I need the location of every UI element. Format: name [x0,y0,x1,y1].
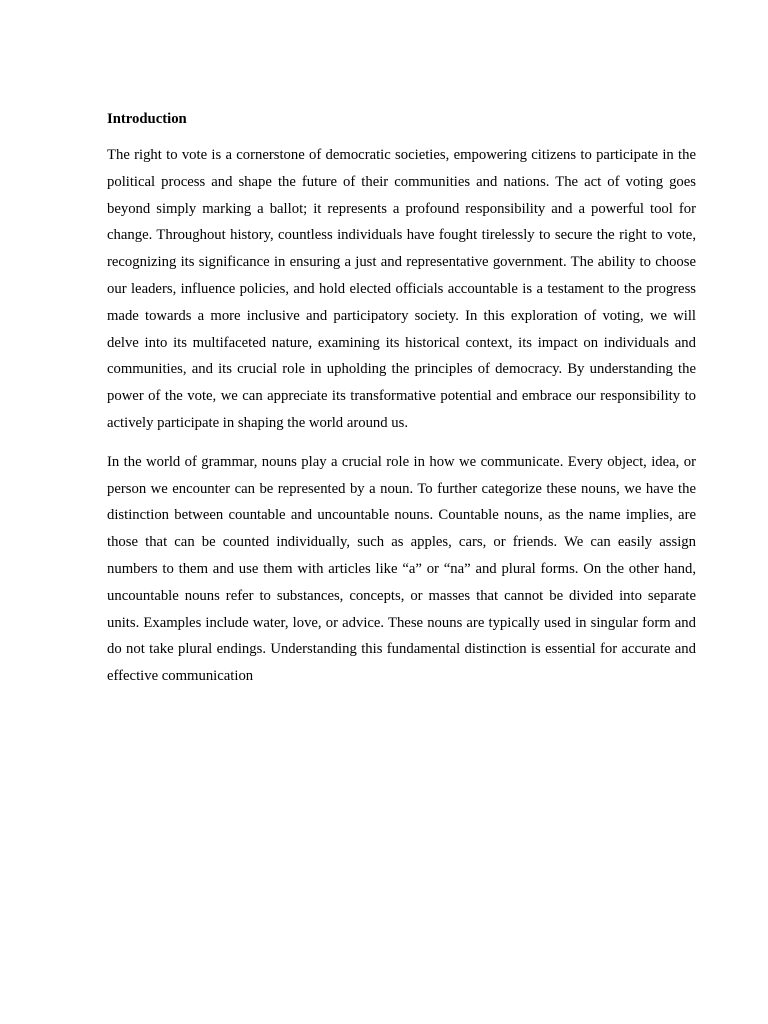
paragraph-voting: The right to vote is a cornerstone of democratic societies, empowering citizens to participate in the political process and shape the future of their communities and nations. The act of voting goes beyond simply marking a ballot; it represents a profound responsibility and a powerful tool for change. Throughout history, countless individuals have fought tirelessly to secure the right to vote, recognizing its significance in ensuring a just and representative government. The ability to choose our leaders, influence policies, and hold elected officials accountable is a testament to the progress made towards a more inclusive and participatory society. In this exploration of voting, we will delve into its multifaceted nature, examining its historical context, its impact on individuals and communities, and its crucial role in upholding the principles of democracy. By understanding the power of the vote, we can appreciate its transformative potential and embrace our responsibility to actively participate in shaping the world around us. [107,147,696,431]
paragraph-nouns: In the world of grammar, nouns play a crucial role in how we communicate. Every object, idea, or person we encounter can be represented by a noun. To further categorize these nouns, we have the distinction between countable and uncountable nouns. Countable nouns, as the name implies, are those that can be counted individually, such as apples, cars, or friends. We can easily assign numbers to them and use them with articles like “a” or “na” and plural forms. On the other hand, uncountable nouns refer to substances, concepts, or masses that cannot be divided into separate units. Examples include water, love, or advice. These nouns are typically used in singular form and do not take plural endings. Understanding this fundamental distinction is essential for accurate and effective communication [107,453,696,685]
section-heading: Introduction [107,111,187,127]
